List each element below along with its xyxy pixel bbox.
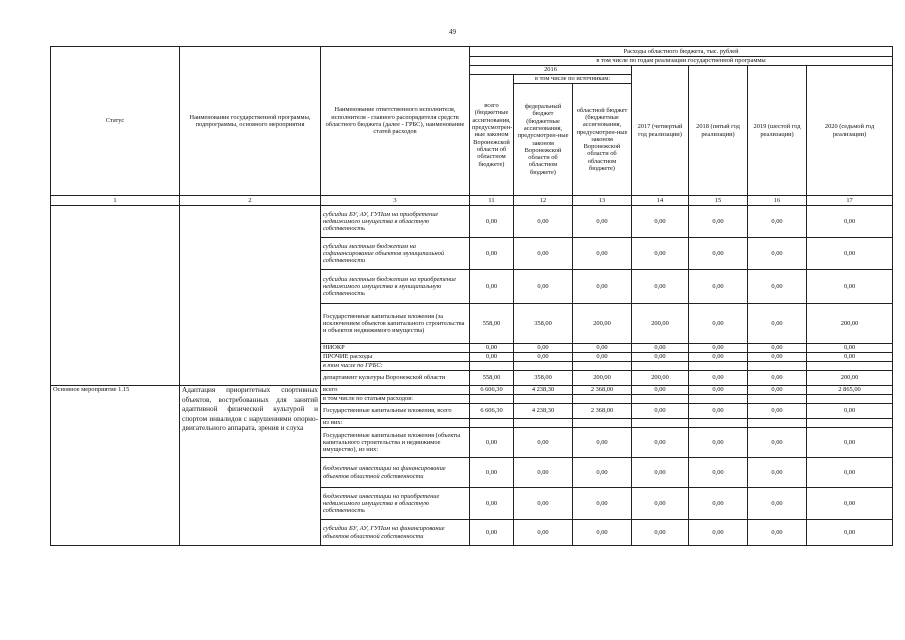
value-cell: 0,00 xyxy=(689,353,748,362)
value-cell: 558,00 xyxy=(470,371,514,386)
value-cell: 4 238,30 xyxy=(514,386,573,395)
value-cell: 0,00 xyxy=(689,520,748,546)
expense-label: в том числе по статьям расходов: xyxy=(321,395,470,404)
value-cell: 0,00 xyxy=(514,238,573,270)
expense-label: департамент культуры Воронежской области xyxy=(321,371,470,386)
value-cell xyxy=(748,395,807,404)
value-cell: 0,00 xyxy=(470,458,514,488)
expense-label: всего xyxy=(321,386,470,395)
value-cell: 0,00 xyxy=(689,488,748,520)
expense-label: из них: xyxy=(321,419,470,428)
colnum-3: 3 xyxy=(321,196,470,206)
value-cell: 0,00 xyxy=(470,353,514,362)
value-cell: 0,00 xyxy=(689,428,748,458)
header-main: Расходы областного бюджета, тыс. рублей xyxy=(470,47,893,57)
value-cell: 0,00 xyxy=(632,520,689,546)
value-cell: 0,00 xyxy=(470,428,514,458)
value-cell: 0,00 xyxy=(807,488,893,520)
value-cell: 0,00 xyxy=(689,238,748,270)
value-cell xyxy=(573,362,632,371)
value-cell: 0,00 xyxy=(632,404,689,419)
program-name-cell xyxy=(180,206,321,386)
value-cell: 0,00 xyxy=(514,458,573,488)
value-cell: 0,00 xyxy=(470,238,514,270)
status-cell: Основное мероприятие 1.15 xyxy=(51,386,180,546)
value-cell: 0,00 xyxy=(470,206,514,238)
value-cell: 0,00 xyxy=(807,404,893,419)
value-cell xyxy=(748,362,807,371)
colnum-17: 17 xyxy=(807,196,893,206)
value-cell: 0,00 xyxy=(748,353,807,362)
value-cell xyxy=(632,362,689,371)
value-cell: 0,00 xyxy=(748,270,807,304)
expense-label: в том числе по ГРБС: xyxy=(321,362,470,371)
value-cell: 0,00 xyxy=(748,520,807,546)
table-row xyxy=(51,386,893,395)
value-cell: 0,00 xyxy=(689,344,748,353)
header-sub: в том числе по годам реализации государственной программы xyxy=(470,57,893,66)
value-cell xyxy=(514,395,573,404)
value-cell: 558,00 xyxy=(470,304,514,344)
header-executor: Наименование ответственного исполнителя, исполнителя - главного распорядителя средств областного бюджета (далее - ГРБС), наименование статей расходов xyxy=(321,47,470,196)
value-cell: 0,00 xyxy=(514,206,573,238)
colnum-13: 13 xyxy=(573,196,632,206)
value-cell: 200,00 xyxy=(632,371,689,386)
status-cell xyxy=(51,206,180,386)
colnum-1: 1 xyxy=(51,196,180,206)
expense-label: бюджетные инвестиции на приобретение недвижимого имущества в областную собственность xyxy=(321,488,470,520)
value-cell: 0,00 xyxy=(470,344,514,353)
page-number: 49 xyxy=(449,28,456,36)
colnum-11: 11 xyxy=(470,196,514,206)
value-cell: 0,00 xyxy=(689,404,748,419)
header-sources: в том числе по источникам: xyxy=(514,75,632,84)
column-numbers-row xyxy=(51,196,893,206)
header-2019: 2019 (шестой год реализации) xyxy=(748,66,807,196)
value-cell: 0,00 xyxy=(748,404,807,419)
value-cell: 0,00 xyxy=(470,488,514,520)
value-cell: 0,00 xyxy=(573,353,632,362)
value-cell: 0,00 xyxy=(573,206,632,238)
value-cell xyxy=(807,362,893,371)
value-cell: 0,00 xyxy=(807,520,893,546)
colnum-16: 16 xyxy=(748,196,807,206)
value-cell xyxy=(632,395,689,404)
value-cell xyxy=(470,362,514,371)
value-cell: 358,00 xyxy=(514,371,573,386)
value-cell: 6 606,30 xyxy=(470,386,514,395)
value-cell xyxy=(748,419,807,428)
value-cell: 0,00 xyxy=(748,344,807,353)
value-cell: 200,00 xyxy=(632,304,689,344)
value-cell xyxy=(573,395,632,404)
value-cell xyxy=(807,395,893,404)
value-cell: 0,00 xyxy=(748,428,807,458)
expense-label: Государственные капитальные вложения, всего xyxy=(321,404,470,419)
expense-label: субсидии БУ, АУ, ГУПам на финансирование объектов областной собственности xyxy=(321,520,470,546)
value-cell: 0,00 xyxy=(689,458,748,488)
value-cell: 0,00 xyxy=(748,386,807,395)
value-cell: 0,00 xyxy=(689,270,748,304)
block-1-rows xyxy=(51,206,893,386)
value-cell: 0,00 xyxy=(807,344,893,353)
value-cell xyxy=(689,362,748,371)
value-cell: 0,00 xyxy=(470,270,514,304)
value-cell: 0,00 xyxy=(807,458,893,488)
value-cell: 0,00 xyxy=(748,238,807,270)
value-cell: 0,00 xyxy=(807,238,893,270)
value-cell: 0,00 xyxy=(632,353,689,362)
value-cell: 0,00 xyxy=(689,371,748,386)
value-cell: 0,00 xyxy=(573,488,632,520)
block-2-rows xyxy=(51,386,893,546)
value-cell xyxy=(573,419,632,428)
value-cell: 4 238,30 xyxy=(514,404,573,419)
value-cell: 200,00 xyxy=(807,304,893,344)
value-cell: 0,00 xyxy=(689,386,748,395)
colnum-15: 15 xyxy=(689,196,748,206)
value-cell: 0,00 xyxy=(807,353,893,362)
value-cell: 0,00 xyxy=(514,270,573,304)
colnum-14: 14 xyxy=(632,196,689,206)
value-cell: 200,00 xyxy=(573,371,632,386)
value-cell xyxy=(470,395,514,404)
value-cell: 0,00 xyxy=(748,371,807,386)
value-cell xyxy=(514,419,573,428)
table-row xyxy=(51,206,893,238)
value-cell: 6 606,30 xyxy=(470,404,514,419)
value-cell: 0,00 xyxy=(748,206,807,238)
value-cell: 0,00 xyxy=(573,344,632,353)
colnum-12: 12 xyxy=(514,196,573,206)
expense-label: субсидии БУ, АУ, ГУПам на приобретение недвижимого имущества в областную собственность xyxy=(321,206,470,238)
value-cell: 0,00 xyxy=(632,428,689,458)
header-federal: федеральный бюджет (бюджетные ассигнования, предусмотрен-ные законом Воронежской области об областном бюджете) xyxy=(514,84,573,196)
value-cell: 0,00 xyxy=(807,270,893,304)
value-cell: 200,00 xyxy=(807,371,893,386)
value-cell: 0,00 xyxy=(514,488,573,520)
header-regional: областной бюджет (бюджетные ассигнования, предусмотрен-ные законом Воронежской области об областном бюджете) xyxy=(573,84,632,196)
header-row-1 xyxy=(51,47,893,57)
header-status: Статус xyxy=(51,47,180,196)
expense-label: субсидии местным бюджетам на приобретение недвижимого имущества в муниципальную собственность xyxy=(321,270,470,304)
value-cell: 0,00 xyxy=(632,238,689,270)
value-cell: 0,00 xyxy=(573,428,632,458)
value-cell: 0,00 xyxy=(514,520,573,546)
expense-label: ПРОЧИЕ расходы xyxy=(321,353,470,362)
value-cell: 0,00 xyxy=(573,270,632,304)
value-cell: 0,00 xyxy=(748,458,807,488)
value-cell xyxy=(807,419,893,428)
program-name-cell: Адаптация приоритетных спортивных объектов, востребованных для занятий адаптивной физической культурой и спортом инвалидов с нарушениями опорно-двигательного аппарата, зрения и слуха xyxy=(180,386,321,546)
value-cell: 0,00 xyxy=(573,458,632,488)
header-name: Наименование государственной программы, подпрограммы, основного мероприятия xyxy=(180,47,321,196)
value-cell: 0,00 xyxy=(514,344,573,353)
value-cell xyxy=(514,362,573,371)
value-cell: 0,00 xyxy=(807,206,893,238)
colnum-2: 2 xyxy=(180,196,321,206)
header-2020: 2020 (седьмой год реализации) xyxy=(807,66,893,196)
header-year-2016: 2016 xyxy=(470,66,632,75)
value-cell xyxy=(689,419,748,428)
expense-label: Государственные капитальные вложения (за исключением объектов капитального строительства и объектов недвижимого имущества) xyxy=(321,304,470,344)
expense-label: НИОКР xyxy=(321,344,470,353)
value-cell: 0,00 xyxy=(689,206,748,238)
value-cell: 0,00 xyxy=(514,428,573,458)
value-cell: 0,00 xyxy=(689,304,748,344)
value-cell: 0,00 xyxy=(514,353,573,362)
budget-table xyxy=(50,46,893,546)
value-cell xyxy=(632,419,689,428)
value-cell: 0,00 xyxy=(470,520,514,546)
value-cell: 0,00 xyxy=(573,520,632,546)
value-cell: 0,00 xyxy=(632,344,689,353)
value-cell: 0,00 xyxy=(632,270,689,304)
value-cell: 2 865,00 xyxy=(807,386,893,395)
value-cell: 0,00 xyxy=(748,304,807,344)
value-cell xyxy=(470,419,514,428)
value-cell: 0,00 xyxy=(632,458,689,488)
value-cell: 0,00 xyxy=(807,428,893,458)
value-cell: 200,00 xyxy=(573,304,632,344)
value-cell: 358,00 xyxy=(514,304,573,344)
value-cell: 0,00 xyxy=(632,206,689,238)
value-cell: 2 368,00 xyxy=(573,386,632,395)
header-2018: 2018 (пятый год реализации) xyxy=(689,66,748,196)
value-cell: 0,00 xyxy=(573,238,632,270)
expense-label: бюджетные инвестиции на финансирование объектов областной собственности xyxy=(321,458,470,488)
header-total: всего (бюджетные ассигнования, предусмотрен-ные законом Воронежской области об областном бюджете) xyxy=(470,75,514,196)
expense-label: субсидии местным бюджетам на софинансирование объектов муниципальной собственности xyxy=(321,238,470,270)
value-cell: 0,00 xyxy=(632,386,689,395)
value-cell: 0,00 xyxy=(748,488,807,520)
value-cell: 0,00 xyxy=(632,488,689,520)
value-cell xyxy=(689,395,748,404)
header-2017: 2017 (четвертый год реализации) xyxy=(632,66,689,196)
value-cell: 2 368,00 xyxy=(573,404,632,419)
expense-label: Государственные капитальные вложения (объекты капитального строительства и недвижимое имущество), из них: xyxy=(321,428,470,458)
